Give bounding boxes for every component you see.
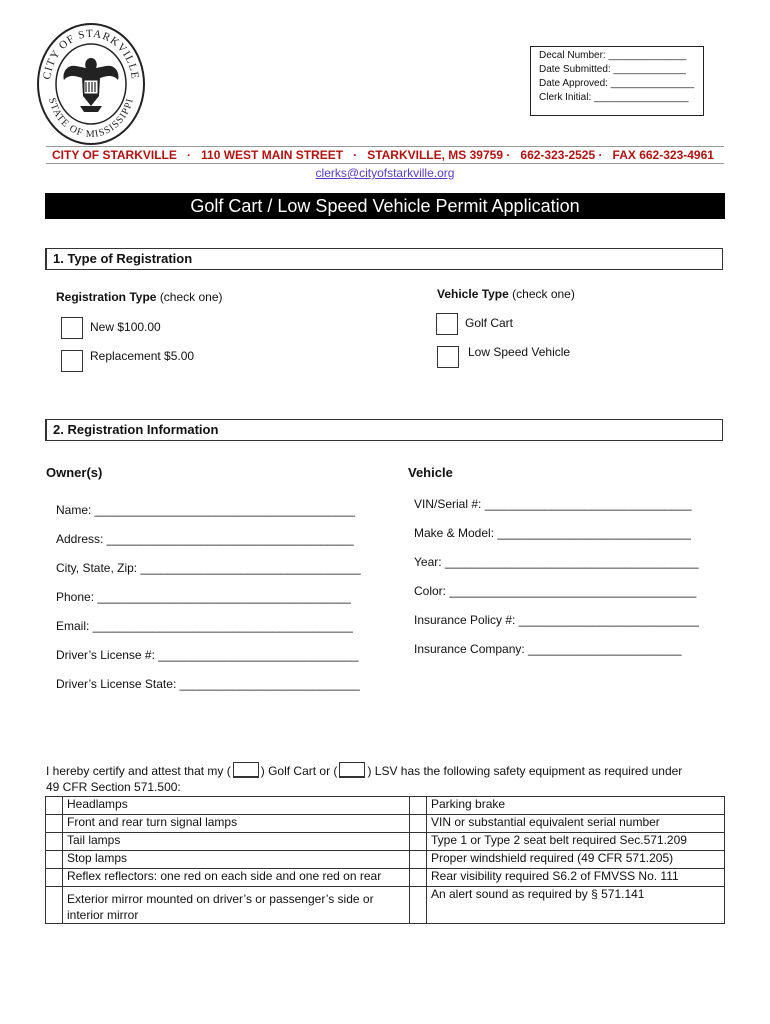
equipment-checkbox[interactable] (46, 887, 63, 924)
equipment-item: Exterior mirror mounted on driver’s or passenger’s side or interior mirror (63, 887, 410, 924)
separator: · (353, 148, 358, 162)
owner-name-field[interactable]: Name: _______________________________________ (56, 503, 355, 517)
email-link[interactable]: clerks@cityofstarkville.org (315, 166, 455, 180)
table-row (46, 887, 725, 924)
equipment-item: Parking brake (427, 797, 725, 815)
equipment-item: Reflex reflectors: one red on each side and one red on rear (63, 869, 410, 887)
drivers-license-number-field[interactable]: Driver’s License #: ______________________________ (56, 648, 359, 662)
svg-text:STATE OF MISSISSIPPI: STATE OF MISSISSIPPI (46, 96, 136, 141)
equipment-checkbox[interactable] (46, 869, 63, 887)
contact-header (46, 146, 724, 164)
city-seal-logo (36, 22, 146, 146)
equipment-item: Tail lamps (63, 833, 410, 851)
new-checkbox[interactable] (61, 317, 83, 339)
equipment-item: Proper windshield required (49 CFR 571.205) (427, 851, 725, 869)
vehicle-heading: Vehicle (408, 465, 453, 480)
equipment-item: Rear visibility required S6.2 of FMVSS No. 111 (427, 869, 725, 887)
equipment-item: Type 1 or Type 2 seat belt required Sec.571.209 (427, 833, 725, 851)
new-option-label: New $100.00 (90, 320, 161, 334)
equipment-checkbox[interactable] (46, 833, 63, 851)
separator: · (186, 148, 191, 162)
equipment-item: Headlamps (63, 797, 410, 815)
table-row (46, 833, 725, 851)
clerk-initial-field: Clerk Initial: _________________ (539, 92, 689, 103)
owners-heading: Owner(s) (46, 465, 103, 480)
safety-equipment-table (45, 796, 725, 924)
eagle-icon (64, 58, 119, 112)
certification-statement: I hereby certify and attest that my ( ) Golf Cart or ( ) LSV has the following safety equipment as required under (46, 764, 683, 778)
equipment-checkbox[interactable] (410, 851, 427, 869)
low-speed-vehicle-option-label: Low Speed Vehicle (468, 345, 571, 359)
owner-city-state-zip-field[interactable]: City, State, Zip: _________________________________ (56, 561, 361, 575)
certification-statement-line-2: 49 CFR Section 571.500: (46, 780, 181, 794)
date-submitted-field: Date Submitted: _____________ (539, 64, 686, 75)
city-name: CITY OF STARKVILLE (52, 148, 177, 162)
office-use-box (530, 46, 704, 116)
equipment-checkbox[interactable] (410, 815, 427, 833)
section-type-of-registration-heading: 1. Type of Registration (45, 248, 723, 270)
equipment-checkbox[interactable] (410, 869, 427, 887)
equipment-checkbox[interactable] (410, 887, 427, 924)
equipment-checkbox[interactable] (46, 851, 63, 869)
street-address: 110 WEST MAIN STREET (201, 148, 344, 162)
insurance-policy-field[interactable]: Insurance Policy #: ___________________________ (414, 613, 699, 627)
section-registration-information-heading: 2. Registration Information (45, 419, 723, 441)
equipment-checkbox[interactable] (410, 797, 427, 815)
replacement-option-label: Replacement $5.00 (90, 349, 195, 363)
golf-cart-certify-checkbox[interactable] (233, 762, 259, 778)
golf-cart-checkbox[interactable] (436, 313, 458, 335)
page-title: Golf Cart / Low Speed Vehicle Permit Application (45, 193, 725, 219)
low-speed-vehicle-checkbox[interactable] (437, 346, 459, 368)
table-row (46, 869, 725, 887)
equipment-checkbox[interactable] (46, 815, 63, 833)
owner-address-field[interactable]: Address: _____________________________________ (56, 532, 354, 546)
fax-number: FAX 662-323-4961 (612, 148, 714, 162)
make-model-field[interactable]: Make & Model: _____________________________ (414, 526, 691, 540)
date-approved-field: Date Approved: _______________ (539, 78, 695, 89)
golf-cart-option-label: Golf Cart (465, 316, 514, 330)
equipment-item: Front and rear turn signal lamps (63, 815, 410, 833)
owner-phone-field[interactable]: Phone: ______________________________________ (56, 590, 351, 604)
table-row (46, 851, 725, 869)
equipment-item: An alert sound as required by § 571.141 (427, 887, 725, 924)
owner-email-field[interactable]: Email: _______________________________________ (56, 619, 353, 633)
registration-type-label: Registration Type (check one) (56, 290, 223, 304)
replacement-checkbox[interactable] (61, 350, 83, 372)
lsv-certify-checkbox[interactable] (339, 762, 365, 778)
decal-number-field: Decal Number: ______________ (539, 50, 687, 61)
insurance-company-field[interactable]: Insurance Company: _______________________ (414, 642, 682, 656)
city-state-zip: STARKVILLE, MS 39759 · (367, 148, 511, 162)
drivers-license-state-field[interactable]: Driver’s License State: ___________________________ (56, 677, 360, 691)
equipment-checkbox[interactable] (46, 797, 63, 815)
table-row (46, 815, 725, 833)
svg-text:CITY OF STARKVILLE: CITY OF STARKVILLE (41, 27, 141, 81)
equipment-item: VIN or substantial equivalent serial number (427, 815, 725, 833)
year-field[interactable]: Year: ______________________________________ (414, 555, 699, 569)
equipment-checkbox[interactable] (410, 833, 427, 851)
phone-number: 662-323-2525 · (520, 148, 603, 162)
vehicle-type-label: Vehicle Type (check one) (437, 287, 575, 301)
vin-serial-field[interactable]: VIN/Serial #: _______________________________ (414, 497, 692, 511)
color-field[interactable]: Color: _____________________________________ (414, 584, 697, 598)
table-row (46, 797, 725, 815)
equipment-item: Stop lamps (63, 851, 410, 869)
